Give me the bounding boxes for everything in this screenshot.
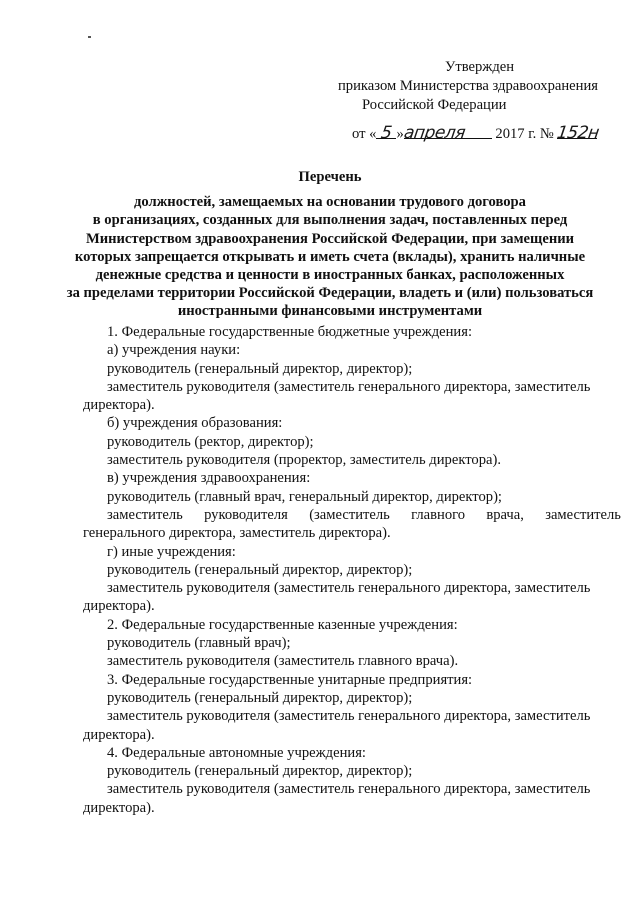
number-blank (556, 123, 601, 143)
date-mid: » (396, 126, 404, 142)
position-line: руководитель (генеральный директор, директор); (107, 360, 413, 377)
heading-line: иностранными финансовыми инструментами (177, 303, 483, 320)
month-blank (402, 123, 492, 143)
document-body (0, 323, 640, 817)
word: врача, (486, 506, 524, 523)
approval-ministry-line: Российской Федерации (362, 97, 507, 113)
section-heading: 3. Федеральные государственные унитарные предприятия: (107, 671, 473, 688)
subsection-heading: в) учреждения здравоохранения: (107, 470, 311, 487)
word: руководителя (204, 506, 288, 523)
position-line-justified (0, 506, 621, 524)
handwritten-number: 152н (556, 123, 601, 143)
section-heading: 4. Федеральные автономные учреждения: (107, 744, 366, 761)
heading-line: денежные средства и ценности в иностранных банках, расположенных (95, 267, 565, 284)
position-line: заместитель руководителя (заместитель генерального директора, заместитель (107, 580, 591, 597)
heading-line: должностей, замещаемых на основании трудового договора (134, 194, 526, 211)
word: (заместитель (309, 506, 390, 523)
position-line: заместитель руководителя (проректор, заместитель директора). (107, 452, 501, 469)
position-line-continued: директора). (83, 799, 155, 816)
position-line-continued: директора). (83, 397, 155, 414)
word: заместитель (107, 506, 183, 523)
position-line-continued: директора). (83, 726, 155, 743)
position-line-continued: директора). (83, 598, 155, 615)
position-line: заместитель руководителя (заместитель главного врача). (107, 653, 459, 670)
position-line: руководитель (генеральный директор, директор); (107, 561, 413, 578)
position-line: руководитель (генеральный директор, директор); (107, 763, 413, 780)
word: главного (411, 506, 466, 523)
word: заместитель (545, 506, 621, 523)
heading-line: за пределами территории Российской Федерации, владеть и (или) пользоваться (66, 285, 594, 302)
position-line: заместитель руководителя (заместитель генерального директора, заместитель (107, 708, 591, 725)
heading-title: Перечень (298, 169, 362, 185)
approval-title: Утвержден (445, 59, 515, 75)
heading-line: Министерством здравоохранения Российской Федерации, при замещении (85, 230, 575, 247)
subsection-heading: б) учреждения образования: (107, 415, 283, 432)
position-line: заместитель руководителя (заместитель генерального директора, заместитель (107, 378, 591, 395)
approval-block (338, 58, 628, 144)
position-line-continued: генерального директора, заместитель директора). (83, 525, 391, 542)
scan-speck (88, 36, 91, 38)
position-line: руководитель (главный врач, генеральный директор, директор); (107, 488, 502, 505)
section-heading: 2. Федеральные государственные казенные учреждения: (107, 616, 458, 633)
heading-line: которых запрещается открывать и иметь счета (вклады), хранить наличные (74, 248, 586, 265)
day-blank (376, 123, 396, 143)
handwritten-day: 5 (379, 123, 394, 143)
position-line: руководитель (ректор, директор); (107, 433, 314, 450)
approval-date-line (338, 124, 628, 144)
subsection-heading: г) иные учреждения: (107, 543, 236, 560)
year-text: 2017 г. № (495, 126, 554, 142)
handwritten-month: апреля (402, 123, 467, 143)
document-heading (40, 168, 620, 321)
date-prefix: от « (352, 126, 377, 142)
position-line: руководитель (генеральный директор, директор); (107, 689, 413, 706)
approval-order-line: приказом Министерства здравоохранения (338, 78, 598, 94)
position-line: заместитель руководителя (заместитель генерального директора, заместитель (107, 781, 591, 798)
section-heading: 1. Федеральные государственные бюджетные учреждения: (107, 324, 473, 340)
heading-line: в организациях, созданных для выполнения задач, поставленных перед (92, 212, 568, 229)
subsection-heading: а) учреждения науки: (107, 342, 241, 359)
position-line: руководитель (главный врач); (107, 635, 291, 652)
